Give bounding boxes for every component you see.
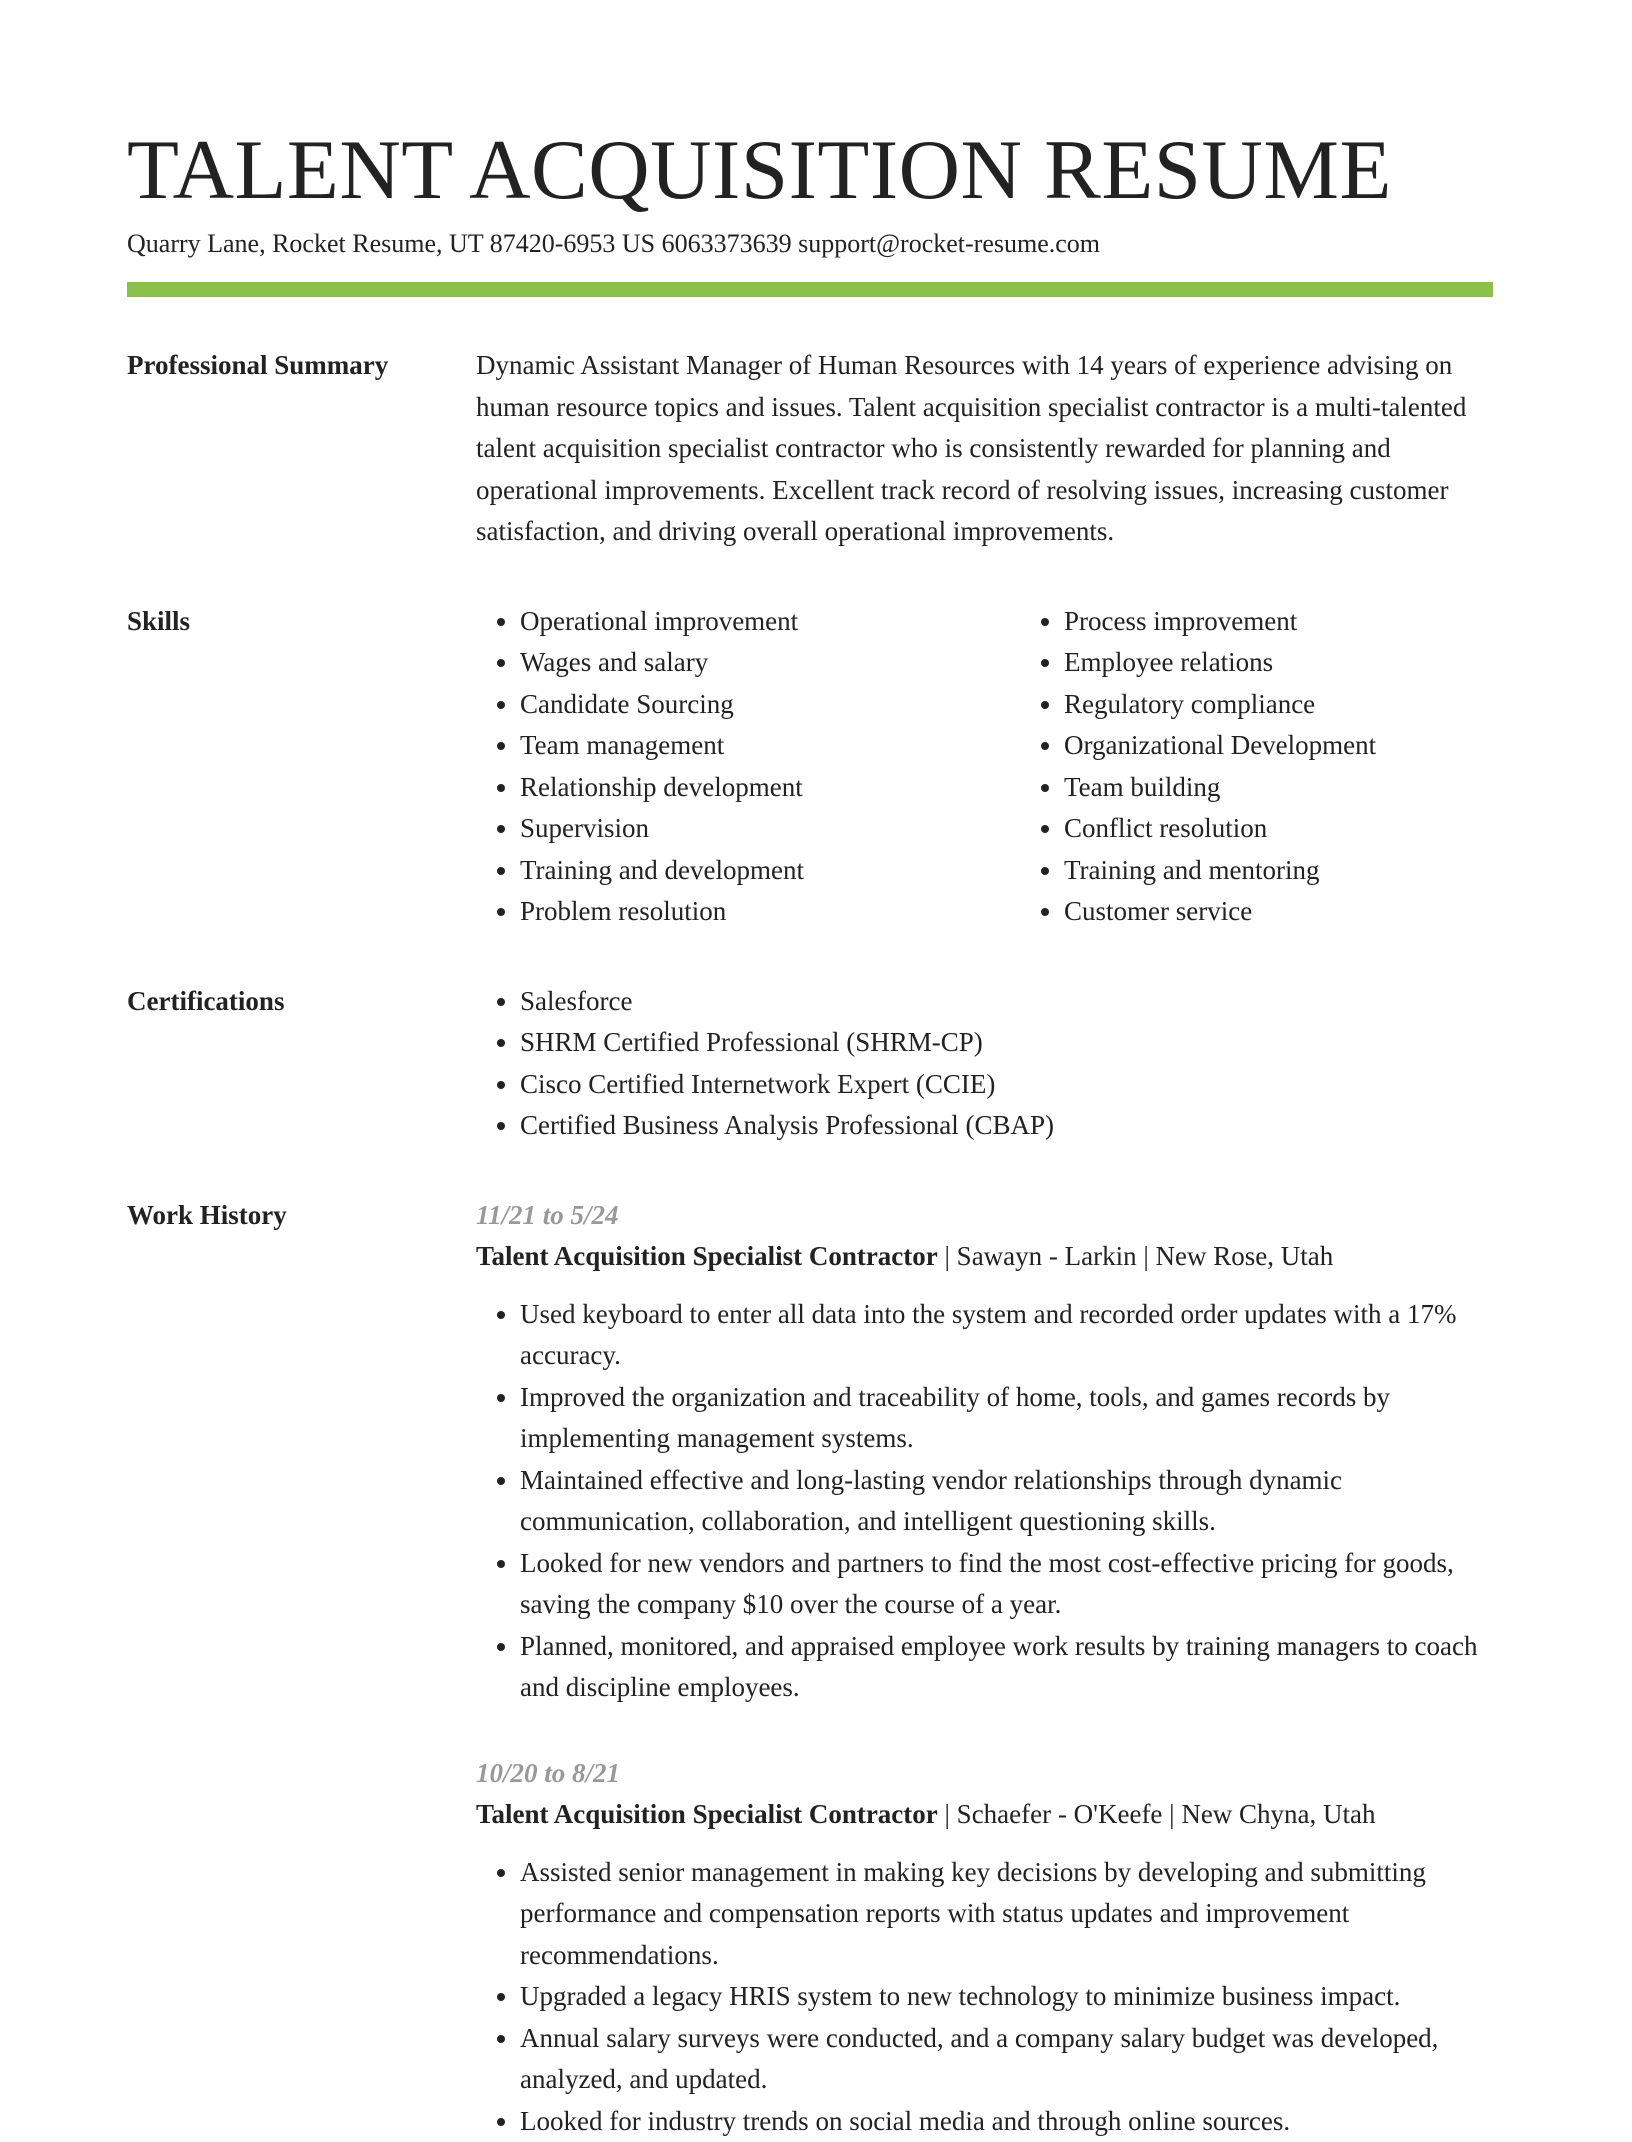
- job-bullet: • Looked for new vendors and partners to find the most cost-effective pricing for goods, saving the company $10 over the course of a year.: [520, 1543, 1493, 1626]
- skills-list-left: [476, 601, 1020, 933]
- skill-item: • Employee relations: [1064, 642, 1493, 684]
- email: support@rocket-resume.com: [798, 229, 1100, 258]
- job-dates: 10/20 to 8/21: [476, 1753, 1493, 1795]
- work-history-section: [127, 1195, 1493, 2142]
- work-history-label: Work History: [127, 1195, 476, 2142]
- job-bullet: • Assisted senior management in making key decisions by developing and submitting performance and compensation reports with status updates and improvement recommendations.: [520, 1852, 1493, 1977]
- skill-item: • Problem resolution: [520, 891, 1020, 933]
- certifications-section: [127, 981, 1493, 1147]
- skill-item: • Team management: [520, 725, 1020, 767]
- work-history-content: [476, 1195, 1493, 2142]
- contact-line: [127, 226, 1493, 262]
- skill-item: • Wages and salary: [520, 642, 1020, 684]
- skill-item: • Supervision: [520, 808, 1020, 850]
- certification-item: • SHRM Certified Professional (SHRM-CP): [520, 1022, 1493, 1064]
- header-divider: [127, 282, 1493, 297]
- skills-list-right: [1020, 601, 1493, 933]
- skills-content: [476, 601, 1493, 933]
- summary-content: [476, 345, 1493, 553]
- job-dates: 11/21 to 5/24: [476, 1195, 1493, 1237]
- skill-item: • Organizational Development: [1064, 725, 1493, 767]
- skill-item: • Team building: [1064, 767, 1493, 809]
- skill-item: • Candidate Sourcing: [520, 684, 1020, 726]
- skills-label: Skills: [127, 601, 476, 933]
- job-employer-location: | Schaefer - O'Keefe | New Chyna, Utah: [938, 1799, 1376, 1829]
- job-heading: [476, 1236, 1493, 1278]
- job-title: Talent Acquisition Specialist Contractor: [476, 1241, 938, 1271]
- job-employer-location: | Sawayn - Larkin | New Rose, Utah: [938, 1241, 1333, 1271]
- phone: 6063373639: [662, 229, 792, 258]
- skill-item: • Process improvement: [1064, 601, 1493, 643]
- job-heading: [476, 1794, 1493, 1836]
- job-entry: [476, 1195, 1493, 1709]
- certification-item: • Certified Business Analysis Professional (CBAP): [520, 1105, 1493, 1147]
- skill-item: • Training and mentoring: [1064, 850, 1493, 892]
- certifications-label: Certifications: [127, 981, 476, 1147]
- job-bullet: • Annual salary surveys were conducted, and a company salary budget was developed, analyzed, and updated.: [520, 2018, 1493, 2101]
- skill-item: • Regulatory compliance: [1064, 684, 1493, 726]
- certifications-list: [476, 981, 1493, 1147]
- skill-item: • Customer service: [1064, 891, 1493, 933]
- certification-item: • Cisco Certified Internetwork Expert (CCIE): [520, 1064, 1493, 1106]
- job-bullet: • Used keyboard to enter all data into the system and recorded order updates with a 17% accuracy.: [520, 1294, 1493, 1377]
- skills-section: [127, 601, 1493, 933]
- resume-title: TALENT ACQUISITION RESUME: [127, 120, 1493, 220]
- job-bullets: [476, 1852, 1493, 2142]
- address: Quarry Lane, Rocket Resume, UT 87420-6953 US: [127, 229, 655, 258]
- summary-section: [127, 345, 1493, 553]
- skill-item: • Conflict resolution: [1064, 808, 1493, 850]
- job-bullet: • Improved the organization and traceability of home, tools, and games records by implementing management systems.: [520, 1377, 1493, 1460]
- job-title: Talent Acquisition Specialist Contractor: [476, 1799, 938, 1829]
- job-bullet: • Upgraded a legacy HRIS system to new technology to minimize business impact.: [520, 1976, 1493, 2018]
- job-bullet: • Maintained effective and long-lasting vendor relationships through dynamic communication, collaboration, and intelligent questioning skills.: [520, 1460, 1493, 1543]
- certifications-content: [476, 981, 1493, 1147]
- skill-item: • Operational improvement: [520, 601, 1020, 643]
- job-entry: [476, 1753, 1493, 2142]
- resume-page: [127, 120, 1493, 2142]
- job-bullet: • Looked for industry trends on social media and through online sources.: [520, 2101, 1493, 2142]
- skill-item: • Relationship development: [520, 767, 1020, 809]
- skill-item: • Training and development: [520, 850, 1020, 892]
- summary-label: Professional Summary: [127, 345, 476, 553]
- certification-item: • Salesforce: [520, 981, 1493, 1023]
- job-bullet: • Planned, monitored, and appraised employee work results by training managers to coach and discipline employees.: [520, 1626, 1493, 1709]
- job-bullets: [476, 1294, 1493, 1709]
- summary-text: Dynamic Assistant Manager of Human Resources with 14 years of experience advising on human resource topics and issues. Talent acquisition specialist contractor is a multi-talented talent acquisition specialist contractor who is consistently rewarded for planning and operational improvements. Excellent track record of resolving issues, increasing customer satisfaction, and driving overall operational improvements.: [476, 345, 1493, 553]
